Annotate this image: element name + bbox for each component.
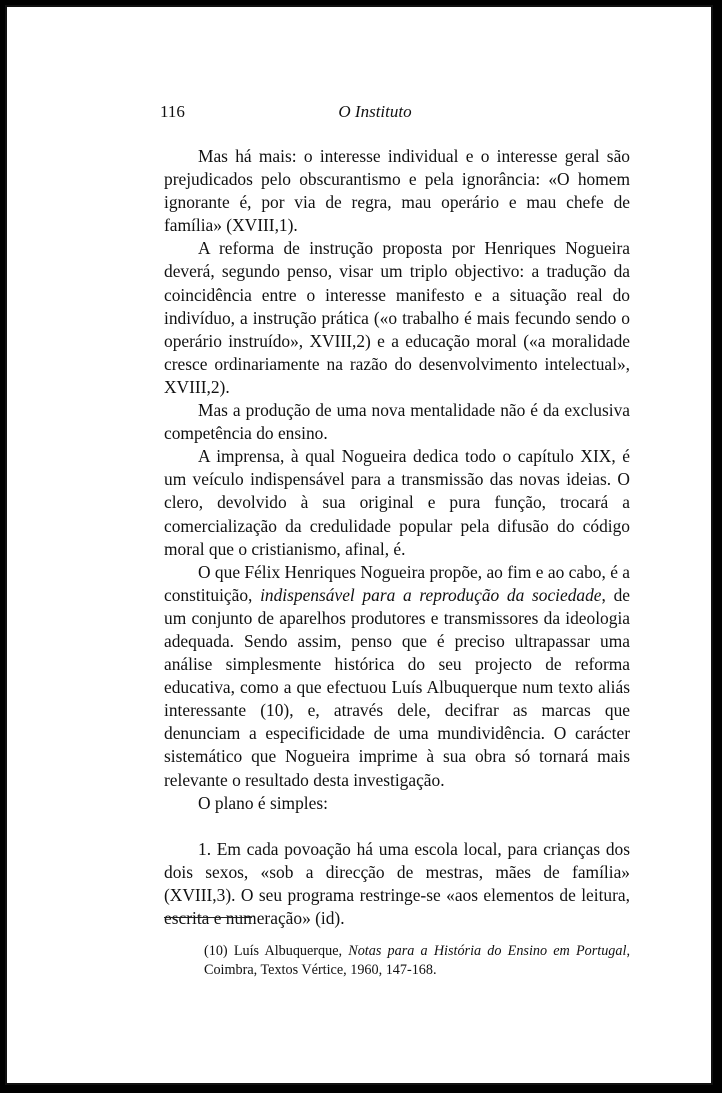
page-header xyxy=(7,102,711,126)
paragraph: Mas há mais: o interesse individual e o interesse geral são prejudicados pelo obscurantismo e pela ignorância: «O homem ignorante é, por via de regra, mau operário e mau chefe de família» (XVIII,1). xyxy=(164,146,630,236)
paragraph xyxy=(164,561,630,792)
paragraph-text: , de um conjunto de aparelhos produtores e transmissores da ideologia adequada. Sendo assim, penso que é preciso ultrapassar uma análise simplesmente histórica do seu projecto de reforma educativa, como a que efectuou Luís Albuquerque num texto aliás interessante (10), e, através dele, decifrar as marcas que denunciam a especificidade de uma mundividência. O carácter sistemático que Nogueira imprime à sua obra só tornará mais relevante o resultado desta investigação. xyxy=(164,584,630,790)
paragraph: A reforma de instrução proposta por Henriques Nogueira deverá, segundo penso, visar um triplo objectivo: a tradução da coincidência entre o interesse manifesto e a situação real do indivíduo, a instrução prática («o trabalho é mais fecundo sendo o operário instruído», XVIII,2) e a educação moral («a moralidade cresce ordinariamente na razão do desenvolvimento intelectual», XVIII,2). xyxy=(164,238,630,397)
footnote-book-title: Notas para a História do Ensino em Portugal xyxy=(348,943,627,959)
footnote-divider xyxy=(164,917,252,918)
emphasized-text: indispensável para a reprodução da sociedade xyxy=(260,584,602,605)
numbered-paragraph: 1. Em cada povoação há uma escola local, para crianças dos dois sexos, «sob a direcção de mestras, mães de família» (XVIII,3). O seu programa restringe-se «aos elementos de leitura, escrita e numeração» (id). xyxy=(164,838,630,928)
paragraph-text: O que Félix Henriques Nogueira propõe, ao fim e ao cabo, é a constituição, xyxy=(164,561,630,605)
footnote-text xyxy=(164,942,630,980)
document-page xyxy=(5,5,713,1085)
footnote-citation: (10) Luís Albuquerque, xyxy=(204,943,349,959)
paragraph: Mas a produção de uma nova mentalidade não é da exclusiva competência do ensino. xyxy=(164,400,630,444)
body-text xyxy=(164,145,630,930)
running-title: O Instituto xyxy=(338,102,412,121)
footnote xyxy=(164,942,630,980)
paragraph: O plano é simples: xyxy=(198,792,328,813)
paragraph: A imprensa, à qual Nogueira dedica todo o capítulo XIX, é um veículo indispensável para a transmissão das novas ideias. O clero, devolvido à sua original e pura função, trocará a comercialização da credulidade popular pela difusão do código moral que o cristianismo, afinal, é. xyxy=(164,446,630,559)
footnote-citation-end: , Coimbra, Textos Vértice, 1960, 147-168. xyxy=(204,943,630,978)
page-number: 116 xyxy=(160,102,185,121)
